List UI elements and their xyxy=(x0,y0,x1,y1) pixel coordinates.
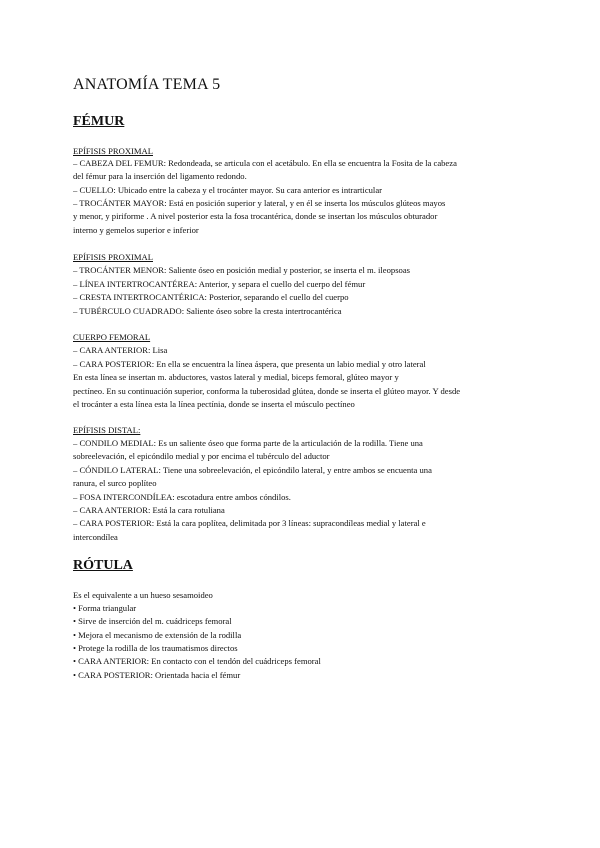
text-line: En esta línea se insertan m. abductores, vastos lateral y medial, biceps femoral, glúteo mayor y xyxy=(73,372,399,382)
list-item: • CARA POSTERIOR: Orientada hacia el fémur xyxy=(73,670,241,680)
femur-heading: FÉMUR xyxy=(73,114,125,129)
text-line: Es el equivalente a un hueso sesamoideo xyxy=(73,590,213,600)
rotula-heading: RÓTULA xyxy=(73,558,133,573)
text-line: sobreelevación, el epicóndilo medial y por encima el tubérculo del aductor xyxy=(73,451,330,461)
text-line: – LÍNEA INTERTROCANTÉREA: Anterior, y separa el cuello del cuerpo del fémur xyxy=(73,279,366,289)
section-title: EPÍFISIS PROXIMAL xyxy=(73,146,153,156)
text-line: – TUBÉRCULO CUADRADO: Saliente óseo sobre la cresta intertrocantérica xyxy=(73,306,342,316)
section-title: EPÍFISIS DISTAL: xyxy=(73,425,141,435)
text-line: interno y gemelos superior e inferior xyxy=(73,225,199,235)
text-line: – TROCÁNTER MAYOR: Está en posición superior y lateral, y en él se inserta los músculos glúteos mayos xyxy=(73,198,446,208)
text-line: – CARA ANTERIOR: Lisa xyxy=(73,345,168,355)
text-line: – CABEZA DEL FEMUR: Redondeada, se articula con el acetábulo. En ella se encuentra la Fosita de la cabeza xyxy=(73,158,457,168)
text-line: – CÓNDILO LATERAL: Tiene una sobreelevación, el epicóndilo lateral, y entre ambos se encuenta una xyxy=(73,465,432,475)
text-line: – CONDILO MEDIAL: Es un saliente óseo que forma parte de la articulación de la rodilla. Tiene una xyxy=(73,438,423,448)
document-title: ANATOMÍA TEMA 5 xyxy=(73,76,221,93)
text-line: – FOSA INTERCONDÍLEA: escotadura entre ambos cóndilos. xyxy=(73,492,291,502)
section-title: CUERPO FEMORAL xyxy=(73,332,151,342)
text-line: – CARA POSTERIOR: Está la cara poplítea, delimitada por 3 líneas: supracondíleas medial y lateral e xyxy=(73,518,426,528)
list-item: • Sirve de inserción del m. cuádriceps femoral xyxy=(73,616,232,626)
list-item: • Mejora el mecanismo de extensión de la rodilla xyxy=(73,630,242,640)
text-line: del fémur para la inserción del ligamento redondo. xyxy=(73,171,247,181)
text-line: el trocánter a esta línea esta la línea pectínia, donde se inserta el músculo pectíneo xyxy=(73,399,355,409)
list-item: • Protege la rodilla de los traumatismos directos xyxy=(73,643,238,653)
text-line: pectíneo. En su continuación superior, conforma la tuberosidad glútea, donde se inserta el glúteo mayor. Y desde xyxy=(73,386,461,396)
list-item: • Forma triangular xyxy=(73,603,137,613)
text-line: – CUELLO: Ubicado entre la cabeza y el trocánter mayor. Su cara anterior es intrarticular xyxy=(73,185,382,195)
list-item: • CARA ANTERIOR: En contacto con el tendón del cuádriceps femoral xyxy=(73,656,321,666)
text-line: ranura, el surco poplíteo xyxy=(73,478,157,488)
text-line: – TROCÁNTER MENOR: Saliente óseo en posición medial y posterior, se inserta el m. ileopsoas xyxy=(73,265,410,275)
text-line: intercondílea xyxy=(73,532,118,542)
text-line: – CARA ANTERIOR: Está la cara rotuliana xyxy=(73,505,225,515)
text-line: – CRESTA INTERTROCANTÉRICA: Posterior, separando el cuello del cuerpo xyxy=(73,292,349,302)
section-title: EPÍFISIS PROXIMAL xyxy=(73,252,153,262)
text-line: – CARA POSTERIOR: En ella se encuentra la línea áspera, que presenta un labio medial y otro lateral xyxy=(73,359,426,369)
text-line: y menor, y piriforme . A nivel posterior esta la fosa trocantérica, donde se insertan los músculos obturador xyxy=(73,211,438,221)
